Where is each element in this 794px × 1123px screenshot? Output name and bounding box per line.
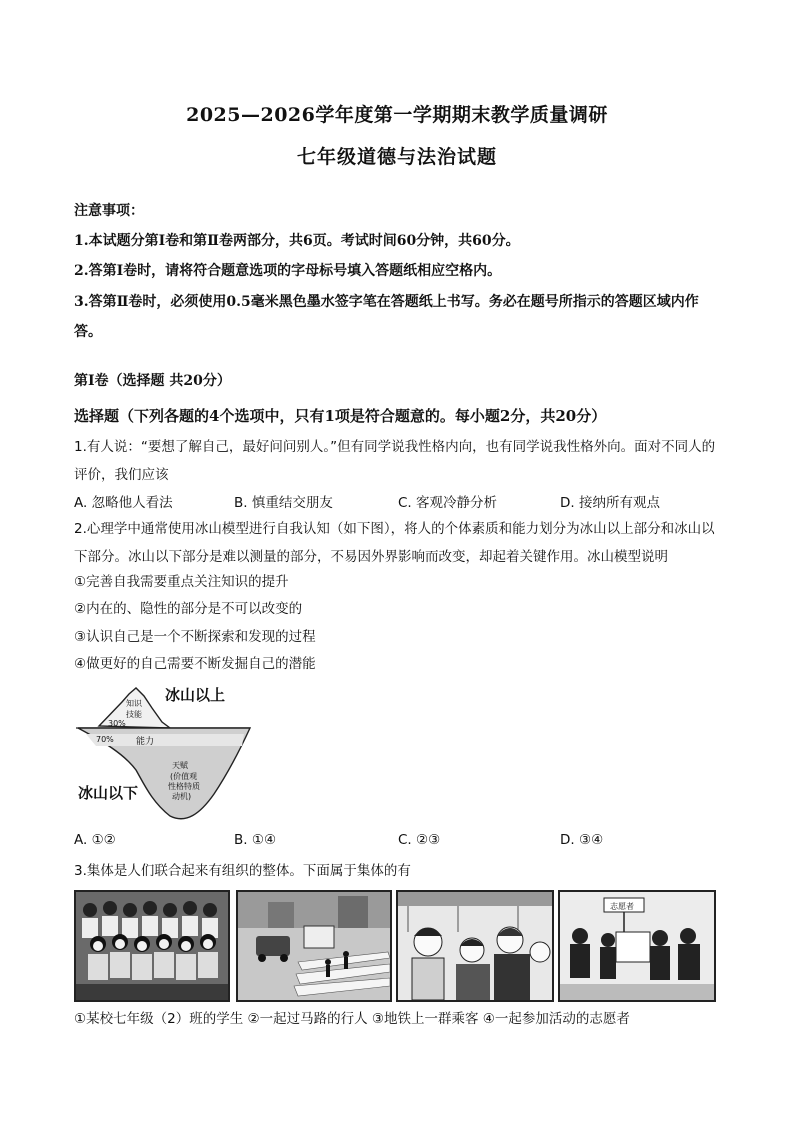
- notice-heading: 注意事项：: [74, 203, 144, 219]
- question-2-text: 2.心理学中通常使用冰山模型进行自我认知（如下图），将人的个体素质和能力划分为冰山以上部分和冰山以下部分。冰山以下部分是难以测量的部分，不易因外界影响而改变，却起着关键作用。冰山模型说明: [74, 521, 715, 565]
- volunteer-sign-text: 志愿者: [610, 902, 634, 911]
- notice-item-3: 3.答第Ⅱ卷时，必须使用0.5毫米黑色墨水签字笔在答题纸上书写。务必在题号所指示的答题区域内作答。: [74, 294, 699, 340]
- picture-volunteers: [558, 890, 716, 1002]
- label-values-3: 动机): [172, 792, 192, 801]
- q2-statement-1: ①完善自我需要重点关注知识的提升: [74, 574, 289, 590]
- q2-option-d: D. ③④: [560, 832, 604, 848]
- iceberg-diagram: [74, 684, 254, 824]
- q2-statement-3: ③认识自己是一个不断探索和发现的过程: [74, 629, 316, 645]
- label-knowledge: 知识: [126, 699, 142, 708]
- section-title: 第Ⅰ卷（选择题 共20分）: [74, 373, 231, 389]
- label-talent: 天赋: [172, 761, 188, 770]
- label-values-1: (价值观: [170, 772, 198, 781]
- label-values-2: 性格特质: [168, 782, 200, 791]
- picture-pedestrians: [236, 890, 392, 1002]
- picture-subway-passengers: [396, 890, 554, 1002]
- picture-class-students: [74, 890, 230, 1002]
- section-intro: 选择题（下列各题的4个选项中，只有1项是符合题意的。每小题2分，共20分）: [74, 407, 607, 425]
- notice-item-2: 2.答第Ⅰ卷时，请将符合题意选项的字母标号填入答题纸相应空格内。: [74, 263, 502, 279]
- q2-statement-2: ②内在的、隐性的部分是不可以改变的: [74, 601, 303, 617]
- label-30: 30%: [108, 719, 126, 728]
- exam-title: 2025—2026学年度第一学期期末教学质量调研: [186, 104, 608, 126]
- notice-item-1: 1.本试题分第Ⅰ卷和第Ⅱ卷两部分，共6页。考试时间60分钟，共60分。: [74, 233, 520, 249]
- q1-option-a: A. 忽略他人看法: [74, 495, 173, 511]
- question-2-options: [74, 832, 734, 854]
- q1-option-c: C. 客观冷静分析: [398, 495, 498, 511]
- q2-option-b: B. ①④: [234, 832, 277, 848]
- question-1-options: [74, 491, 734, 513]
- q1-option-b: B. 慎重结交朋友: [234, 495, 333, 511]
- label-skill: 技能: [126, 710, 142, 719]
- iceberg-label-above: 冰山以上: [165, 686, 226, 704]
- label-70: 70%: [96, 735, 114, 744]
- q2-option-c: C. ②③: [398, 832, 441, 848]
- question-3-text: 3.集体是人们联合起来有组织的整体。下面属于集体的有: [74, 863, 411, 879]
- q1-option-d: D. 接纳所有观点: [560, 495, 660, 511]
- question-3-pictures: [74, 890, 714, 1000]
- label-ability: 能力: [136, 737, 155, 747]
- question-1-text: 1.有人说：“要想了解自己，最好问问别人。”但有同学说我性格内向，也有同学说我性格外向。面对不同人的评价，我们应该: [74, 439, 716, 483]
- exam-subtitle: 七年级道德与法治试题: [296, 146, 497, 168]
- q2-option-a: A. ①②: [74, 832, 116, 848]
- iceberg-label-below: 冰山以下: [78, 784, 139, 802]
- question-3-caption: ①某校七年级（2）班的学生 ②一起过马路的行人 ③地铁上一群乘客 ④一起参加活动的志愿者: [74, 1011, 630, 1027]
- q2-statement-4: ④做更好的自己需要不断发掘自己的潜能: [74, 656, 316, 672]
